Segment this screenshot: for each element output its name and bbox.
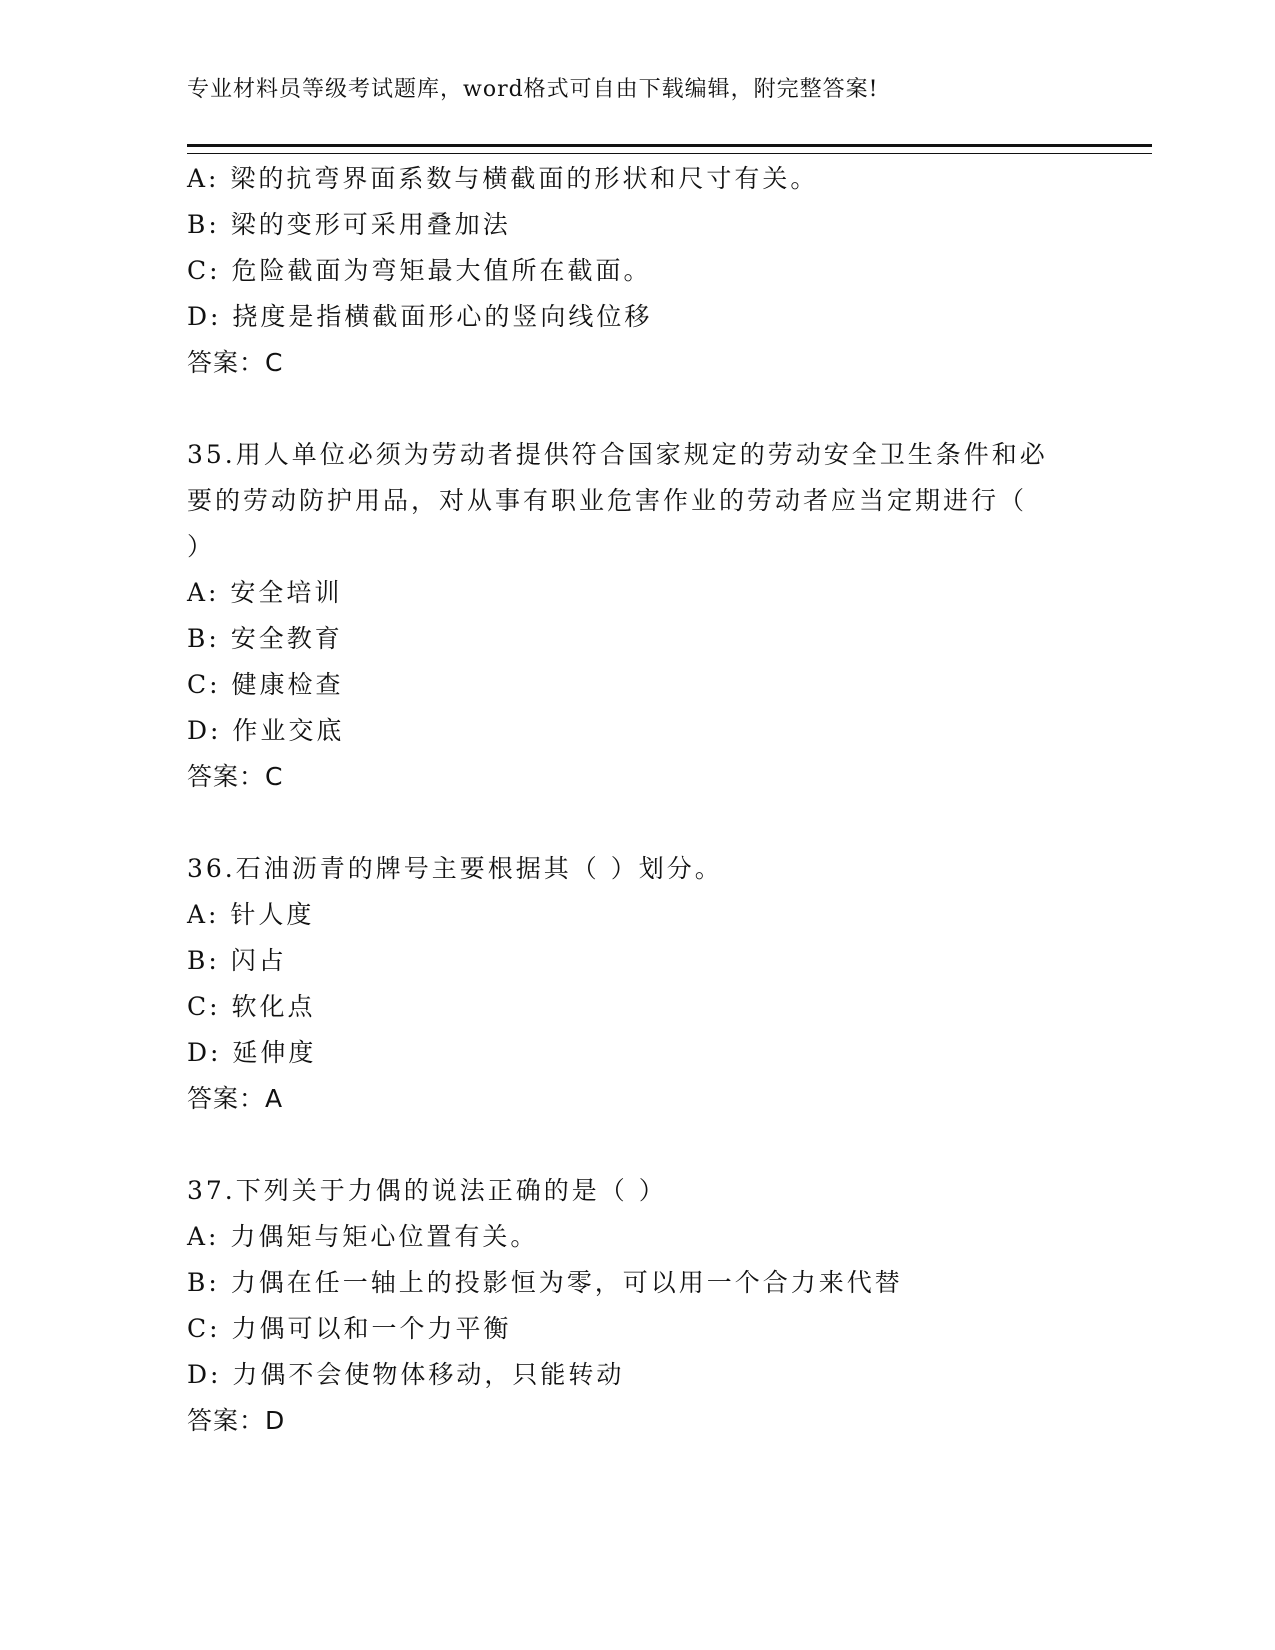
option-b: B: 闪占: [187, 946, 287, 975]
question-stem-line: 35.用人单位必须为劳动者提供符合国家规定的劳动安全卫生条件和必: [187, 440, 1048, 469]
question-stem-line: 37.下列关于力偶的说法正确的是（ ）: [187, 1176, 667, 1205]
answer-line: 答案：C: [187, 348, 284, 377]
question-35: [187, 432, 1087, 800]
answer-line: 答案：C: [187, 762, 284, 791]
option-a: A: 安全培训: [187, 578, 343, 607]
option-b: B: 梁的变形可采用叠加法: [187, 210, 511, 239]
question-37: [187, 1168, 1087, 1444]
option-c: C: 力偶可以和一个力平衡: [187, 1314, 512, 1343]
question-stem-line: ）: [187, 532, 216, 561]
option-c: C: 健康检查: [187, 670, 344, 699]
option-a: A: 针人度: [187, 900, 315, 929]
header-double-rule: [187, 144, 1152, 154]
question-stem-line: 36.石油沥青的牌号主要根据其（ ）划分。: [187, 854, 723, 883]
question-34-continued: [187, 156, 1087, 386]
option-c: C: 软化点: [187, 992, 316, 1021]
option-d: D: 延伸度: [187, 1038, 317, 1067]
option-a: A: 梁的抗弯界面系数与横截面的形状和尺寸有关。: [187, 164, 819, 193]
option-d: D: 作业交底: [187, 716, 345, 745]
document-body: [187, 156, 1087, 1444]
question-36: [187, 846, 1087, 1122]
option-d: D: 力偶不会使物体移动，只能转动: [187, 1360, 625, 1389]
option-c: C: 危险截面为弯矩最大值所在截面。: [187, 256, 652, 285]
question-stem-line: 要的劳动防护用品，对从事有职业危害作业的劳动者应当定期进行（: [187, 486, 1028, 515]
option-b: B: 力偶在任一轴上的投影恒为零，可以用一个合力来代替: [187, 1268, 903, 1297]
page-header: 专业材料员等级考试题库，word格式可自由下载编辑，附完整答案!: [187, 77, 879, 102]
option-d: D: 挠度是指横截面形心的竖向线位移: [187, 302, 653, 331]
answer-line: 答案：D: [187, 1406, 286, 1435]
answer-line: 答案：A: [187, 1084, 284, 1113]
option-a: A: 力偶矩与矩心位置有关。: [187, 1222, 539, 1251]
option-b: B: 安全教育: [187, 624, 343, 653]
